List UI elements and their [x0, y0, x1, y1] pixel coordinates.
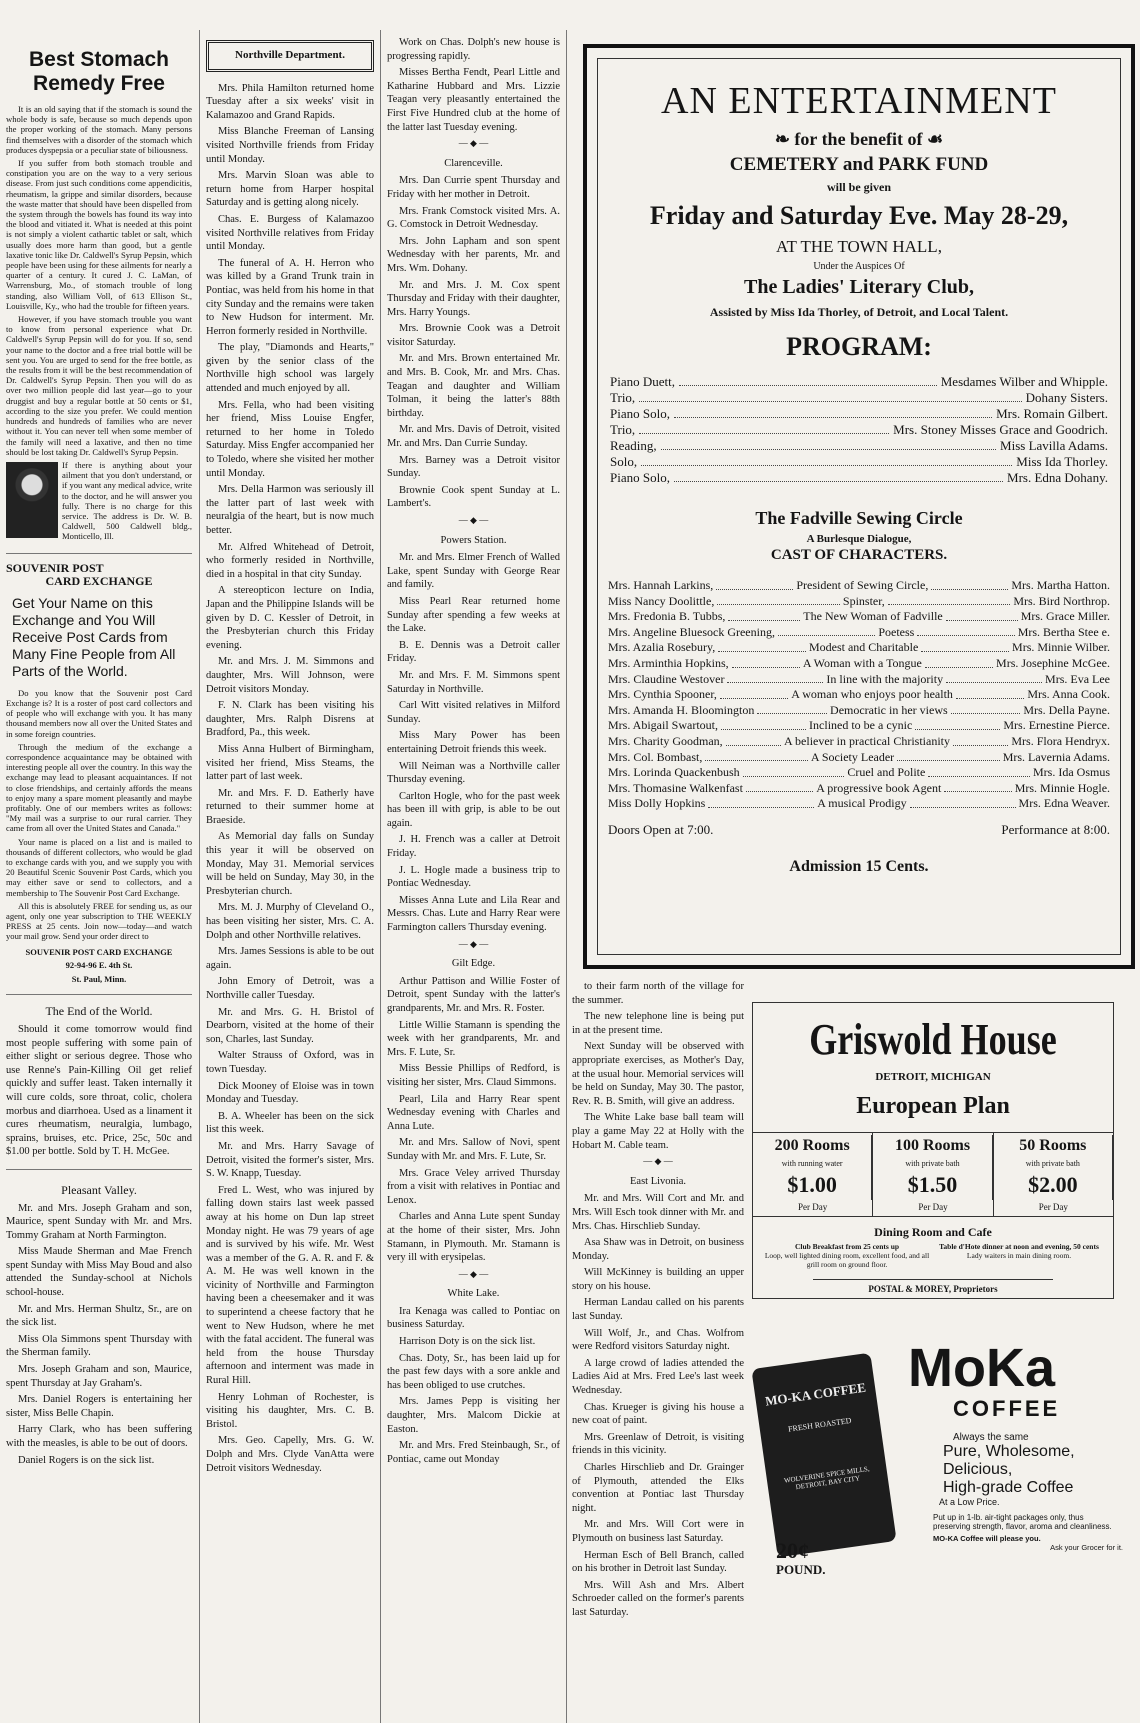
program-performer: Miss Lavilla Adams.	[1000, 438, 1108, 453]
cast-row	[608, 718, 1110, 734]
news-item: Chas. E. Burgess of Kalamazoo visited Northville relatives from Friday until Monday.	[206, 213, 374, 253]
moka-high: High-grade Coffee	[943, 1479, 1074, 1496]
character-actor: Mrs. Minnie Hogle.	[1014, 780, 1111, 795]
character-role: In line with the majority	[826, 671, 944, 686]
program-item: Piano Duett,	[610, 374, 675, 389]
moka-ad	[758, 1340, 1128, 1585]
news-item: Chas. Doty, Sr., has been laid up for the past few days with a sore ankle and has been obliged to use crutches.	[387, 1352, 560, 1391]
news-item: Will Neiman was a Northville caller Thursday evening.	[387, 760, 560, 786]
northville-header	[206, 40, 374, 72]
character-role: A believer in practical Christianity	[784, 733, 950, 748]
moka-cents: 20¢	[776, 1538, 809, 1563]
column-2	[206, 36, 374, 1478]
rooms-table	[753, 1132, 1113, 1217]
character-actor: Mrs. Ida Osmus	[1033, 765, 1111, 780]
news-item: J. L. Hogle made a business trip to Pontiac Wednesday.	[387, 864, 560, 890]
program-row	[610, 454, 1108, 470]
program-row	[610, 406, 1108, 422]
character-role: The New Woman of Fadville	[803, 609, 943, 624]
moka-brand: MoKa	[908, 1338, 1055, 1398]
news-item: Mrs. M. J. Murphy of Cleveland O., has been visiting her sister, Mrs. C. A. Dolph and other Northville relatives.	[206, 902, 374, 941]
cast-row	[608, 750, 1110, 766]
program-row	[610, 374, 1108, 390]
auspices-line: Under the Auspices Of	[813, 261, 905, 272]
news-item: The White Lake base ball team will play a game May 22 at Holly with the Hobart M. Cable team.	[572, 1112, 744, 1151]
news-item: J. H. French was a caller at Detroit Friday.	[387, 834, 560, 860]
program-performer: Mrs. Romain Gilbert.	[996, 406, 1108, 421]
souvenir-paragraph: Through the medium of the exchange a correspondence acquaintance may be obtained with interesting people all over the country. In this way the exchange may lead to pleasant acquaintances. If not to close friendships, and certainly affords the means to enjoy many a spare moment pleasantly and maybe profitably. One of our members writes as follows: "My mail was a surprise to our rural carrier. They came from all over the United States and Canada."	[6, 741, 192, 834]
news-item: Charles and Anna Lute spent Sunday at the home of their sister, Mrs. John Stamann, in Plymouth. Mr. Stamann is very ill with erysipelas.	[387, 1211, 560, 1264]
griswold-plan: European Plan	[856, 1093, 1010, 1119]
program-performer: Mesdames Wilber and Whipple.	[940, 374, 1108, 389]
ad-paragraph: If you suffer from both stomach trouble and constipation you are on the way to a very serious disease. From just such conditions come appendicitis, rheumatism, la grippe and similar disorders, because the waste matter that should have been dispelled from the system through the bowels has found its way into the blood and vitiated it. What is needed at this point is not simply a violent cathartic tablet or salt, which usually does more harm than good, but a gentle laxative tonic like Dr. Caldwell's Syrup Pepsin, which people have been using for these ailments for nearly a quarter of a century. It cured J. C. LaMan, of Warrensburg, Mo., of stomach trouble of long standing, also William Voll, of 613 Ellison St., Louisville, Ky., who had the trouble for fifteen years.	[6, 158, 192, 311]
character-role: Democratic in her views	[830, 702, 948, 717]
can-label: MO-KA COFFEE	[764, 1379, 867, 1409]
news-item: The play, "Diamonds and Hearts," given by the senior class of the Northville high school was largely attended and much enjoyed by all.	[206, 342, 374, 395]
divider-ornament: — ◆ —	[458, 1268, 489, 1279]
moka-packages: Put up in 1-lb. air-tight packages only, thus preserving strength, flavor, aroma and cleanliness.	[933, 1513, 1112, 1531]
news-item: B. E. Dennis was a Detroit caller Friday.	[387, 639, 560, 665]
news-item: Miss Pearl Rear returned home Sunday after spending a few weeks at the Lake.	[387, 595, 560, 635]
news-item: Miss Ola Simmons spent Thursday with the Sherman family.	[6, 1333, 192, 1359]
news-item: Herman Esch of Bell Branch, called on his brother in Detroit last Sunday.	[572, 1549, 744, 1575]
news-item: Misses Bertha Fendt, Pearl Little and Katharine Hubbard and Mrs. Lizzie Teagan very pleasantly entertained the First Five Hundred club at the home of the latter last Tuesday evening.	[387, 67, 560, 133]
assisted-line: Assisted by Miss Ida Thorley, of Detroit, and Local Talent.	[709, 305, 1009, 319]
news-item: Carlton Hogle, who for the past week has been ill with grip, is able to be out again.	[387, 790, 560, 829]
column-rule	[199, 30, 200, 1723]
program-item: Piano Solo,	[610, 406, 670, 421]
souvenir-address-2: 92-94-96 E. 4th St.	[65, 960, 133, 971]
news-item: Chas. Krueger is giving his house a new coat of paint.	[572, 1401, 744, 1427]
rooms-count: 50 Rooms	[994, 1135, 1113, 1157]
news-item: Mrs. Barney was a Detroit visitor Sunday.	[387, 454, 560, 480]
news-item: Mrs. Daniel Rogers is entertaining her sister, Miss Belle Chapin.	[6, 1394, 192, 1419]
rooms-desc: with running water	[753, 1157, 872, 1170]
news-item: The funeral of A. H. Herron who was killed by a Grand Trunk train in Pontiac, was held from his home in that city Sunday and the remains were taken to New Hudson for interment. Mr. Herron formerly resided in Northville.	[206, 257, 374, 337]
rooms-cell	[873, 1133, 993, 1216]
souvenir-lead: Get Your Name on this Exchange and You Will Receive Post Cards from Many Fine People from All Parts of the World.	[12, 594, 176, 679]
character-actor: Mrs. Bertha Stee e.	[1017, 624, 1110, 639]
rooms-price: $2.00	[994, 1170, 1113, 1200]
moka-always: Always the same	[953, 1432, 1029, 1443]
news-item: Mrs. Greenlaw of Detroit, is visiting friends in this vicinity.	[572, 1431, 744, 1457]
cast-row	[608, 703, 1110, 719]
souvenir-title-1: SOUVENIR POST	[6, 560, 104, 575]
character-name: Mrs. Lorinda Quackenbush	[608, 765, 740, 780]
character-name: Mrs. Azalia Rosebury,	[608, 640, 716, 655]
news-item: B. A. Wheeler has been on the sick list this week.	[206, 1110, 374, 1136]
cast-row	[608, 656, 1110, 672]
loop-note: Loop, well lighted dining room, excellent food, and all grill room on ground floor.	[764, 1251, 930, 1269]
can-sub: FRESH ROASTED	[787, 1415, 852, 1434]
souvenir-paragraph: Your name is placed on a list and is mailed to thousands of different collectors, who would be glad to exchange cards with you, and we supply you with 20 Beautiful Scenic Souvenir Post Cards, which you may either save or send to collectors, and a membership to The Souvenir Post Card Exchange.	[6, 836, 192, 898]
character-actor: Mrs. Minnie Wilber.	[1012, 640, 1111, 655]
times-row	[608, 822, 1110, 838]
news-item: Miss Blanche Freeman of Lansing visited Northville friends from Friday until Monday.	[206, 126, 374, 165]
news-item: Harry Clark, who has been suffering with the measles, is able to be out of doors.	[6, 1424, 192, 1449]
news-item: Mrs. Fella, who had been visiting her friend, Miss Louise Engfer, returned to her home in Toledo Saturday. Miss Engfer accompanied her to Toledo, where she visited her mother until Monday.	[206, 399, 374, 479]
cast-row	[608, 578, 1110, 594]
news-item: Mrs. Grace Veley arrived Thursday from a visit with relatives in Pontiac and Lenox.	[387, 1167, 560, 1206]
can-maker: WOLVERINE SPICE MILLS, DETROIT, BAY CITY	[783, 1464, 871, 1492]
end-of-world-body: Should it come tomorrow would find most people suffering with some pain of either slight or serious degree. Those who use Renne's Pain-Killing Oil get relief quickly and suffer least. Taken internally it will cure colds, sore throat, colic, cholera morbus and diarrhoea. Used as a linament it cures rheumatism, neuralgia, lumbago, sprains, bruises, etc. Price, 25c, 50c and $1.00 per bottle. Sold by T. H. McGee.	[6, 1023, 192, 1158]
news-item: Mrs. John Lapham and son spent Wednesday with her parents, Mr. and Mrs. Wm. Dohany.	[387, 235, 560, 274]
column-4	[572, 980, 744, 1623]
column-1	[6, 36, 192, 1470]
moka-delicious: Delicious,	[943, 1461, 1013, 1478]
circle-title: The Fadville Sewing Circle	[755, 508, 963, 528]
character-actor: Mrs. Josephine McGee.	[996, 655, 1111, 670]
news-item: Miss Anna Hulbert of Birmingham, visited her friend, Miss Steams, the latter part of last week.	[206, 743, 374, 783]
rooms-count: 200 Rooms	[753, 1135, 872, 1157]
ad-paragraph: If there is anything about your ailment that you don't understand, or if you want any medical advice, write to the doctor, and he will answer you fully. There is no charge for this service. The address is Dr. W. B. Caldwell, 500 Caldwell bldg., Monticello, Ill.	[62, 459, 192, 542]
news-item: Mr. and Mrs. Will Cort and Mr. and Mrs. Will Esch took dinner with Mr. and Mrs. Chas. Hirschlieb Sunday.	[572, 1193, 744, 1232]
character-name: Mrs. Claudine Westover	[608, 671, 725, 686]
news-item: Charles Hirschlieb and Dr. Grainger of Plymouth, attended the Elks convention at Pontiac last Thursday night.	[572, 1462, 744, 1514]
news-item: F. N. Clark has been visiting his daughter, Mrs. Ralph Disrens at Bradford, Pa., this week.	[206, 700, 374, 739]
entertainment-ad	[583, 44, 1135, 969]
news-item: Fred L. West, who was injured by falling down stairs last week passed away at his home on Dun lap street Monday night. He was 79 years of age and is survived by his wife. Mr. West was a member of the G. A. R. and F. & A. M. He was well known in the vicinity of Northville and Farmington having been a cheesemaker and it was to superintend a cheese factory that he went to New Hudson, where he met with the fatal accident. The funeral was held from the house Thursday afternoon and interment was made in Rural Hill.	[206, 1184, 374, 1387]
cast-row	[608, 687, 1110, 703]
clarenceville-title: Clarenceville.	[444, 157, 503, 169]
character-name: Mrs. Cynthia Spooner,	[608, 687, 717, 702]
benefit-text: for the benefit of	[794, 129, 923, 149]
cast-row	[608, 609, 1110, 625]
character-actor: Mrs. Martha Hatton.	[1011, 578, 1111, 592]
program-item: Piano Solo,	[610, 470, 670, 485]
entertainment-title: AN ENTERTAINMENT	[661, 80, 1057, 122]
club-line: The Ladies' Literary Club,	[743, 276, 974, 298]
end-of-world-title: The End of the World.	[45, 1004, 153, 1019]
character-role: President of Sewing Circle,	[796, 578, 929, 592]
character-name: Miss Dolly Hopkins	[608, 796, 706, 811]
character-actor: Mrs. Eva Lee	[1045, 671, 1111, 686]
rooms-price: $1.00	[753, 1170, 872, 1200]
dates-line: Friday and Saturday Eve. May 28-29,	[649, 201, 1069, 230]
powers-station-title: Powers Station.	[440, 534, 507, 546]
east-livonia-title: East Livonia.	[630, 1175, 686, 1187]
cast-list	[606, 578, 1112, 812]
news-item: Mrs. Frank Comstock visited Mrs. A. G. Comstock in Detroit Wednesday.	[387, 205, 560, 231]
news-item: to their farm north of the village for the summer.	[572, 981, 744, 1006]
moka-please: MO-KA Coffee will please you.	[933, 1534, 1041, 1543]
souvenir-title-2: CARD EXCHANGE	[45, 574, 153, 589]
news-item: Daniel Rogers is on the sick list.	[18, 1454, 155, 1466]
doctor-portrait	[6, 462, 58, 538]
news-item: Mr. and Mrs. Herman Shultz, Sr., are on the sick list.	[6, 1303, 192, 1329]
news-item: Will McKinney is building an upper story on his house.	[572, 1267, 744, 1292]
character-actor: Mrs. Anna Cook.	[1027, 687, 1110, 702]
benefit-line: ❧ for the benefit of ☙	[774, 129, 944, 149]
news-item: Misses Anna Lute and Lila Rear and Messrs. Chas. Lute and Harry Rear were Farmington callers Thursday evening.	[387, 894, 560, 934]
divider-ornament: — ◆ —	[458, 938, 489, 949]
white-lake-title: White Lake.	[447, 1288, 500, 1300]
column-rule	[566, 30, 567, 1723]
program-performer: Mrs. Edna Dohany.	[1007, 470, 1108, 485]
news-item: Little Willie Stamann is spending the week with her grandparents, Mr. and Mrs. F. Lute, Sr.	[387, 1019, 560, 1058]
rooms-count: 100 Rooms	[873, 1135, 992, 1157]
place-line: AT THE TOWN HALL,	[776, 237, 942, 256]
column-3	[387, 36, 560, 1469]
table-hote-note: Table d'Hote dinner at noon and evening, 50 cents	[939, 1242, 1099, 1251]
performance-time: Performance at 8:00.	[1001, 821, 1110, 837]
breakfast-note: Club Breakfast from 25 cents up	[794, 1242, 900, 1251]
news-item: As Memorial day falls on Sunday this year it will be observed on Monday, May 31. Memorial services will be held on Sunday, May 30, in the Presbyterian church.	[206, 831, 374, 897]
cast-row	[608, 625, 1110, 641]
news-item: Mr. and Mrs. Elmer French of Walled Lake, spent Sunday with George Rear and family.	[387, 552, 560, 591]
divider-ornament: — ◆ —	[458, 515, 489, 525]
stomach-ad	[6, 48, 192, 545]
news-item: Mr. and Mrs. Joseph Graham and son, Maurice, spent Sunday with Mr. and Mrs. Tommy Graham at North Farmington.	[6, 1202, 192, 1241]
news-item: A large crowd of ladies attended the Ladies Aid at Mrs. Fred Lee's last week Wednesday.	[572, 1357, 744, 1397]
character-role: Modest and Charitable	[808, 640, 919, 655]
news-item: Mrs. Marvin Sloan was able to return home from Harper hospital Saturday and is getting along nicely.	[206, 170, 374, 209]
character-name: Mrs. Charity Goodman,	[608, 733, 723, 748]
program-row	[610, 438, 1108, 454]
dialogue-line: A Burlesque Dialogue,	[806, 533, 912, 545]
news-item: Arthur Pattison and Willie Foster of Detroit, spent Sunday with the latter's grandparents, Mr. and Mrs. R. Foster.	[387, 975, 560, 1014]
character-name: Mrs. Fredonia B. Tubbs,	[608, 609, 726, 624]
stomach-ad-title: Best Stomach Remedy Free	[28, 48, 170, 95]
rooms-per: Per Day	[798, 1202, 828, 1212]
news-item: Next Sunday will be observed with appropriate exercises, as Mother's Day, at the usual hour. Memorial services will be held on Sunday, May 30. The pastor, Rev. R. B. Smith, will give an address.	[572, 1041, 744, 1107]
cast-title: CAST OF CHARACTERS.	[770, 547, 948, 563]
news-item: Herman Landau called on his parents last Sunday.	[572, 1297, 744, 1323]
rooms-per: Per Day	[1038, 1202, 1068, 1212]
griswold-city: DETROIT, MICHIGAN	[875, 1071, 991, 1083]
news-item: The new telephone line is being put in at the present time.	[572, 1011, 744, 1036]
news-item: Miss Maude Sherman and Mae French spent Sunday with Miss May Boud and also attended the Sunday-school at Nichols school-house.	[6, 1246, 192, 1299]
rooms-per: Per Day	[918, 1202, 948, 1212]
news-item: Carl Witt visited relatives in Milford Sunday.	[387, 700, 560, 725]
program-row	[610, 422, 1108, 438]
character-actor: Mrs. Flora Hendryx.	[1011, 733, 1111, 748]
news-item: A stereopticon lecture on India, Japan and the Philippine Islands will be given by D. C. Kessler of Detroit, in the Presbyterian church this Friday evening.	[206, 585, 374, 651]
coffee-can-image	[751, 1353, 896, 1558]
news-item: Mr. and Mrs. J. M. Cox spent Thursday and Friday with their daughter, Mrs. Harry Youngs.	[387, 279, 560, 318]
news-item: Mrs. Joseph Graham and son, Maurice, spent Thursday at Jay Graham's.	[6, 1364, 192, 1389]
admission: Admission 15 Cents.	[789, 857, 929, 875]
doors-open: Doors Open at 7:00.	[608, 821, 714, 837]
character-actor: Mrs. Grace Miller.	[1020, 609, 1110, 624]
divider-ornament: — ◆ —	[458, 138, 489, 149]
cast-row	[608, 781, 1110, 797]
news-item: Mr. and Mrs. Fred Steinbaugh, Sr., of Pontiac, came out Monday	[387, 1440, 560, 1465]
news-item: Dick Mooney of Eloise was in town Monday and Tuesday.	[206, 1080, 374, 1106]
news-item: Mr. and Mrs. Sallow of Novi, spent Sunday with Mr. and Mrs. F. Lute, Sr.	[387, 1137, 560, 1162]
character-name: Mrs. Abigail Swartout,	[608, 718, 718, 733]
character-role: A musical Prodigy	[817, 796, 907, 811]
character-role: Spinster,	[842, 593, 885, 608]
program-row	[610, 390, 1108, 406]
news-item: Asa Shaw was in Detroit, on business Monday.	[572, 1237, 744, 1262]
news-item: Brownie Cook spent Sunday at L. Lambert's.	[387, 484, 560, 510]
cast-row	[608, 765, 1110, 781]
news-item: Mrs. Brownie Cook was a Detroit visitor Saturday.	[387, 323, 560, 348]
moka-ask: Ask your Grocer for it.	[1050, 1543, 1123, 1552]
news-item: Mr. and Mrs. Harry Savage of Detroit, visited the former's sister, Mrs. S. W. Knapp, Tuesday.	[206, 1140, 374, 1180]
given-line: will be given	[826, 180, 891, 194]
program-title: PROGRAM:	[786, 332, 932, 361]
character-actor: Mrs. Lavernia Adams.	[1002, 749, 1110, 764]
moka-coffee: COFFEE	[953, 1396, 1061, 1421]
column-rule	[380, 30, 381, 1723]
news-item: Walter Strauss of Oxford, was in town Tuesday.	[206, 1050, 374, 1075]
character-name: Mrs. Angeline Bluesock Greening,	[608, 624, 775, 639]
news-item: John Emory of Detroit, was a Northville caller Tuesday.	[206, 976, 374, 1001]
griswold-name: Griswold House	[809, 1015, 1057, 1064]
northville-header-label: Northville Department.	[235, 49, 345, 61]
divider-ornament: — ◆ —	[643, 1156, 673, 1167]
moka-pound: POUND.	[776, 1562, 826, 1577]
news-item: Mr. and Mrs. J. M. Simmons and daughter, Mrs. Will Johnson, were Detroit visitors Monday.	[206, 656, 374, 695]
cast-row	[608, 734, 1110, 750]
ad-paragraph: It is an old saying that if the stomach is sound the whole body is safe, because so much depends upon the proper working of the stomach. Many persons find themselves with a disorder of the stomach which produces dyspepsia or a peculiar state of biliousness.	[6, 104, 192, 155]
news-item: Harrison Doty is on the sick list.	[399, 1336, 536, 1348]
character-role: Inclined to be a cynic	[809, 718, 913, 733]
program-performer: Dohany Sisters.	[1025, 390, 1108, 405]
news-item: Will Wolf, Jr., and Chas. Wolfrom were Redford visitors Saturday night.	[572, 1327, 744, 1353]
character-name: Miss Nancy Doolittle,	[608, 593, 715, 608]
character-role: A Woman with a Tongue	[802, 655, 922, 670]
news-item: Mrs. James Pepp is visiting her daughter, Mrs. Malcom Dickie at Easton.	[387, 1396, 560, 1435]
news-item: Ira Kenaga was called to Pontiac on business Saturday.	[387, 1305, 560, 1331]
program-item: Trio,	[610, 422, 636, 437]
news-item: Mr. Alfred Whitehead of Detroit, who formerly resided in Northville, died in a hospital in that city Sunday.	[206, 541, 374, 580]
ad-paragraph: However, if you have stomach trouble you want to know from personal experience what Dr. Caldwell's Syrup Pepsin will do for you. If so, send your name to the doctor and a free trial bottle will be sent you. You are urged to send for the free bottle, as the results from it will be the best recommendation of Dr. Caldwell's Syrup Pepsin. Then you will do as over two million people did last year—go to your druggist and buy a regular bottle at 50 cents or $1, according to the size you prefer. We could mention hundreds and hundreds of families who are never without it. You can never tell when some member of the family will need a laxative, and then no time should be lost taking Dr. Caldwell's Syrup Pepsin.	[6, 314, 192, 457]
character-name: Mrs. Amanda H. Bloomington	[608, 702, 755, 717]
news-item: Mrs. Will Ash and Mrs. Albert Schroeder called on the former's parents last Saturday.	[572, 1579, 744, 1618]
pleasant-valley-title: Pleasant Valley.	[61, 1182, 137, 1197]
moka-pure: Pure, Wholesome,	[943, 1443, 1075, 1460]
rooms-desc: with private bath	[873, 1157, 992, 1170]
character-actor: Mrs. Bird Northrop.	[1013, 593, 1111, 608]
souvenir-paragraph: All this is absolutely FREE for sending us, as our agent, only one year subscription to THE WEEKLY PRESS at 25 cents. Join now—today—and watch your mail grow. Send your order direct to	[6, 900, 192, 942]
dining-title: Dining Room and Cafe	[874, 1225, 992, 1239]
rooms-cell	[994, 1133, 1113, 1216]
program-item: Trio,	[610, 390, 636, 405]
program-performer: Miss Ida Thorley.	[1016, 454, 1108, 469]
program-list	[606, 374, 1112, 486]
news-item: Mr. and Mrs. Brown entertained Mr. and Mrs. B. Cook, Mr. and Mrs. Chas. Teagan and daughter and William Tolman, it being the latter's 88th birthday.	[387, 353, 560, 419]
news-item: Mrs. Della Harmon was seriously ill the latter part of last week with neuralgia of the heart, but is now much better.	[206, 484, 374, 536]
character-name: Mrs. Thomasine Walkenfast	[608, 780, 743, 795]
character-role: A woman who enjoys poor health	[791, 687, 953, 702]
news-item: Mrs. Geo. Capelly, Mrs. G. W. Dolph and Mrs. Clyde VanAtta were Detroit visitors Wednesday.	[206, 1435, 374, 1474]
news-item: Mr. and Mrs. Will Cort were in Plymouth on business last Saturday.	[572, 1519, 744, 1544]
rooms-cell	[753, 1133, 873, 1216]
character-name: Mrs. Arminthia Hopkins,	[608, 655, 729, 670]
griswold-owners: POSTAL & MOREY, Proprietors	[813, 1279, 1053, 1294]
character-role: A progressive book Agent	[816, 780, 942, 795]
news-item: Miss Mary Power has been entertaining Detroit friends this week.	[387, 730, 560, 755]
news-item: Mr. and Mrs. Davis of Detroit, visited Mr. and Mrs. Dan Currie Sunday.	[387, 424, 560, 450]
cast-row	[608, 672, 1110, 688]
news-item: Mrs. Phila Hamilton returned home Tuesday after a six weeks' visit in Kalamazoo and Grand Rapids.	[206, 82, 374, 121]
news-item: Henry Lohman of Rochester, is visiting his daughter, Mrs. C. B. Bristol.	[206, 1391, 374, 1430]
news-item: Work on Chas. Dolph's new house is progressing rapidly.	[387, 37, 560, 62]
character-actor: Mrs. Edna Weaver.	[1018, 796, 1110, 811]
rooms-desc: with private bath	[994, 1157, 1113, 1170]
gilt-edge-title: Gilt Edge.	[451, 958, 496, 970]
news-item: Mrs. James Sessions is able to be out again.	[206, 946, 374, 971]
news-item: Pearl, Lila and Harry Rear spent Wednesday evening with Charles and Anna Lute.	[387, 1093, 560, 1132]
souvenir-address-1: SOUVENIR POST CARD EXCHANGE	[25, 946, 173, 957]
program-performer: Mrs. Stoney Misses Grace and Goodrich.	[893, 422, 1108, 437]
character-name: Mrs. Hannah Larkins,	[608, 578, 714, 592]
griswold-ad	[752, 1002, 1114, 1299]
fund-line: CEMETERY and PARK FUND	[729, 154, 989, 175]
news-item: Miss Bessie Phillips of Redford, is visiting her sister, Mrs. Claud Simmons.	[387, 1063, 560, 1088]
rooms-price: $1.50	[873, 1170, 992, 1200]
cast-row	[608, 594, 1110, 610]
character-name: Mrs. Col. Bombast,	[608, 749, 703, 764]
program-row	[610, 470, 1108, 486]
news-item: Mr. and Mrs. F. M. Simmons spent Saturday in Northville.	[387, 669, 560, 695]
character-actor: Mrs. Ernestine Pierce.	[1003, 718, 1110, 733]
moka-price: At a Low Price.	[939, 1497, 1000, 1507]
cast-row	[608, 796, 1110, 812]
souvenir-paragraph: Do you know that the Souvenir post Card Exchange is? It is a roster of post card collectors and of people who will exchange with you. It has many thousand members now all over the United States and in some foreign countries.	[6, 687, 192, 739]
character-role: Cruel and Polite	[847, 765, 926, 780]
program-item: Reading,	[610, 438, 657, 453]
character-role: Poetess	[878, 624, 915, 639]
lady-note: Lady waiters in main dining room.	[966, 1251, 1072, 1260]
news-item: Mr. and Mrs. F. D. Eatherly have returned to their summer home at Braeside.	[206, 787, 374, 826]
character-actor: Mrs. Della Payne.	[1023, 702, 1110, 717]
character-role: A Society Leader	[810, 749, 895, 764]
news-item: Mrs. Dan Currie spent Thursday and Friday with her mother in Detroit.	[387, 175, 560, 200]
news-item: Mr. and Mrs. G. H. Bristol of Dearborn, visited at the home of their son, Charles, last Sunday.	[206, 1006, 374, 1045]
cast-row	[608, 640, 1110, 656]
souvenir-address-3: St. Paul, Minn.	[71, 973, 127, 984]
program-item: Solo,	[610, 454, 638, 469]
